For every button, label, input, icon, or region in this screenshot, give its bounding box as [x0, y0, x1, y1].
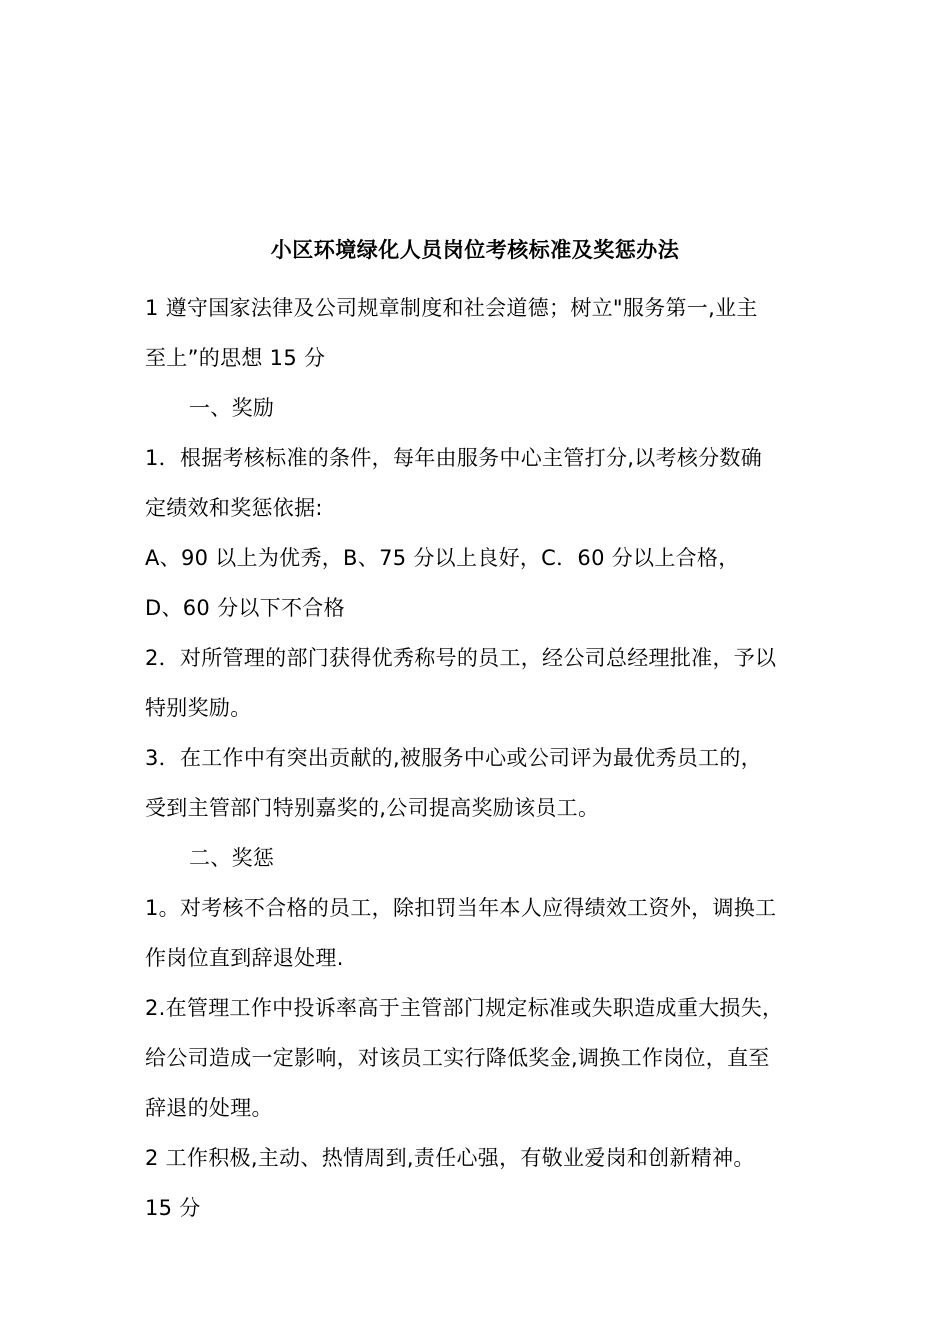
document-body	[145, 283, 835, 1233]
section-heading-penalty: 二、奖惩	[189, 846, 275, 870]
text-line: 辞退的处理。	[145, 1096, 273, 1120]
text-line: 1。对考核不合格的员工，除扣罚当年本人应得绩效工资外，调换工	[145, 896, 777, 920]
text-line: D、60 分以下不合格	[145, 596, 345, 620]
text-line: 至上”的思想 15 分	[145, 346, 326, 370]
text-line: 受到主管部门特别嘉奖的,公司提高奖励该员工。	[145, 796, 600, 820]
text-line: 1 遵守国家法律及公司规章制度和社会道德；树立"服务第一,业主	[145, 296, 758, 320]
text-line: 作岗位直到辞退处理.	[145, 946, 344, 970]
text-line: 定绩效和奖惩依据:	[145, 496, 323, 520]
text-line: 给公司造成一定影响，对该员工实行降低奖金,调换工作岗位，直至	[145, 1046, 770, 1070]
text-line: 2．对所管理的部门获得优秀称号的员工，经公司总经理批准，予以	[145, 646, 777, 670]
text-line: 特别奖励。	[145, 696, 252, 720]
text-line: 2 工作积极,主动、热情周到,责任心强，有敬业爱岗和创新精神。	[145, 1146, 755, 1170]
text-line: A、90 以上为优秀，B、75 分以上良好，C．60 分以上合格，	[145, 546, 740, 570]
text-line: 1．根据考核标准的条件，每年由服务中心主管打分,以考核分数确	[145, 446, 763, 470]
text-line: 3．在工作中有突出贡献的,被服务中心或公司评为最优秀员工的，	[145, 746, 763, 770]
document-title: 小区环境绿化人员岗位考核标准及奖惩办法	[270, 238, 680, 262]
section-heading-reward: 一、奖励	[189, 396, 275, 420]
text-line: 2.在管理工作中投诉率高于主管部门规定标准或失职造成重大损失，	[145, 996, 784, 1020]
text-line: 15 分	[145, 1196, 201, 1220]
